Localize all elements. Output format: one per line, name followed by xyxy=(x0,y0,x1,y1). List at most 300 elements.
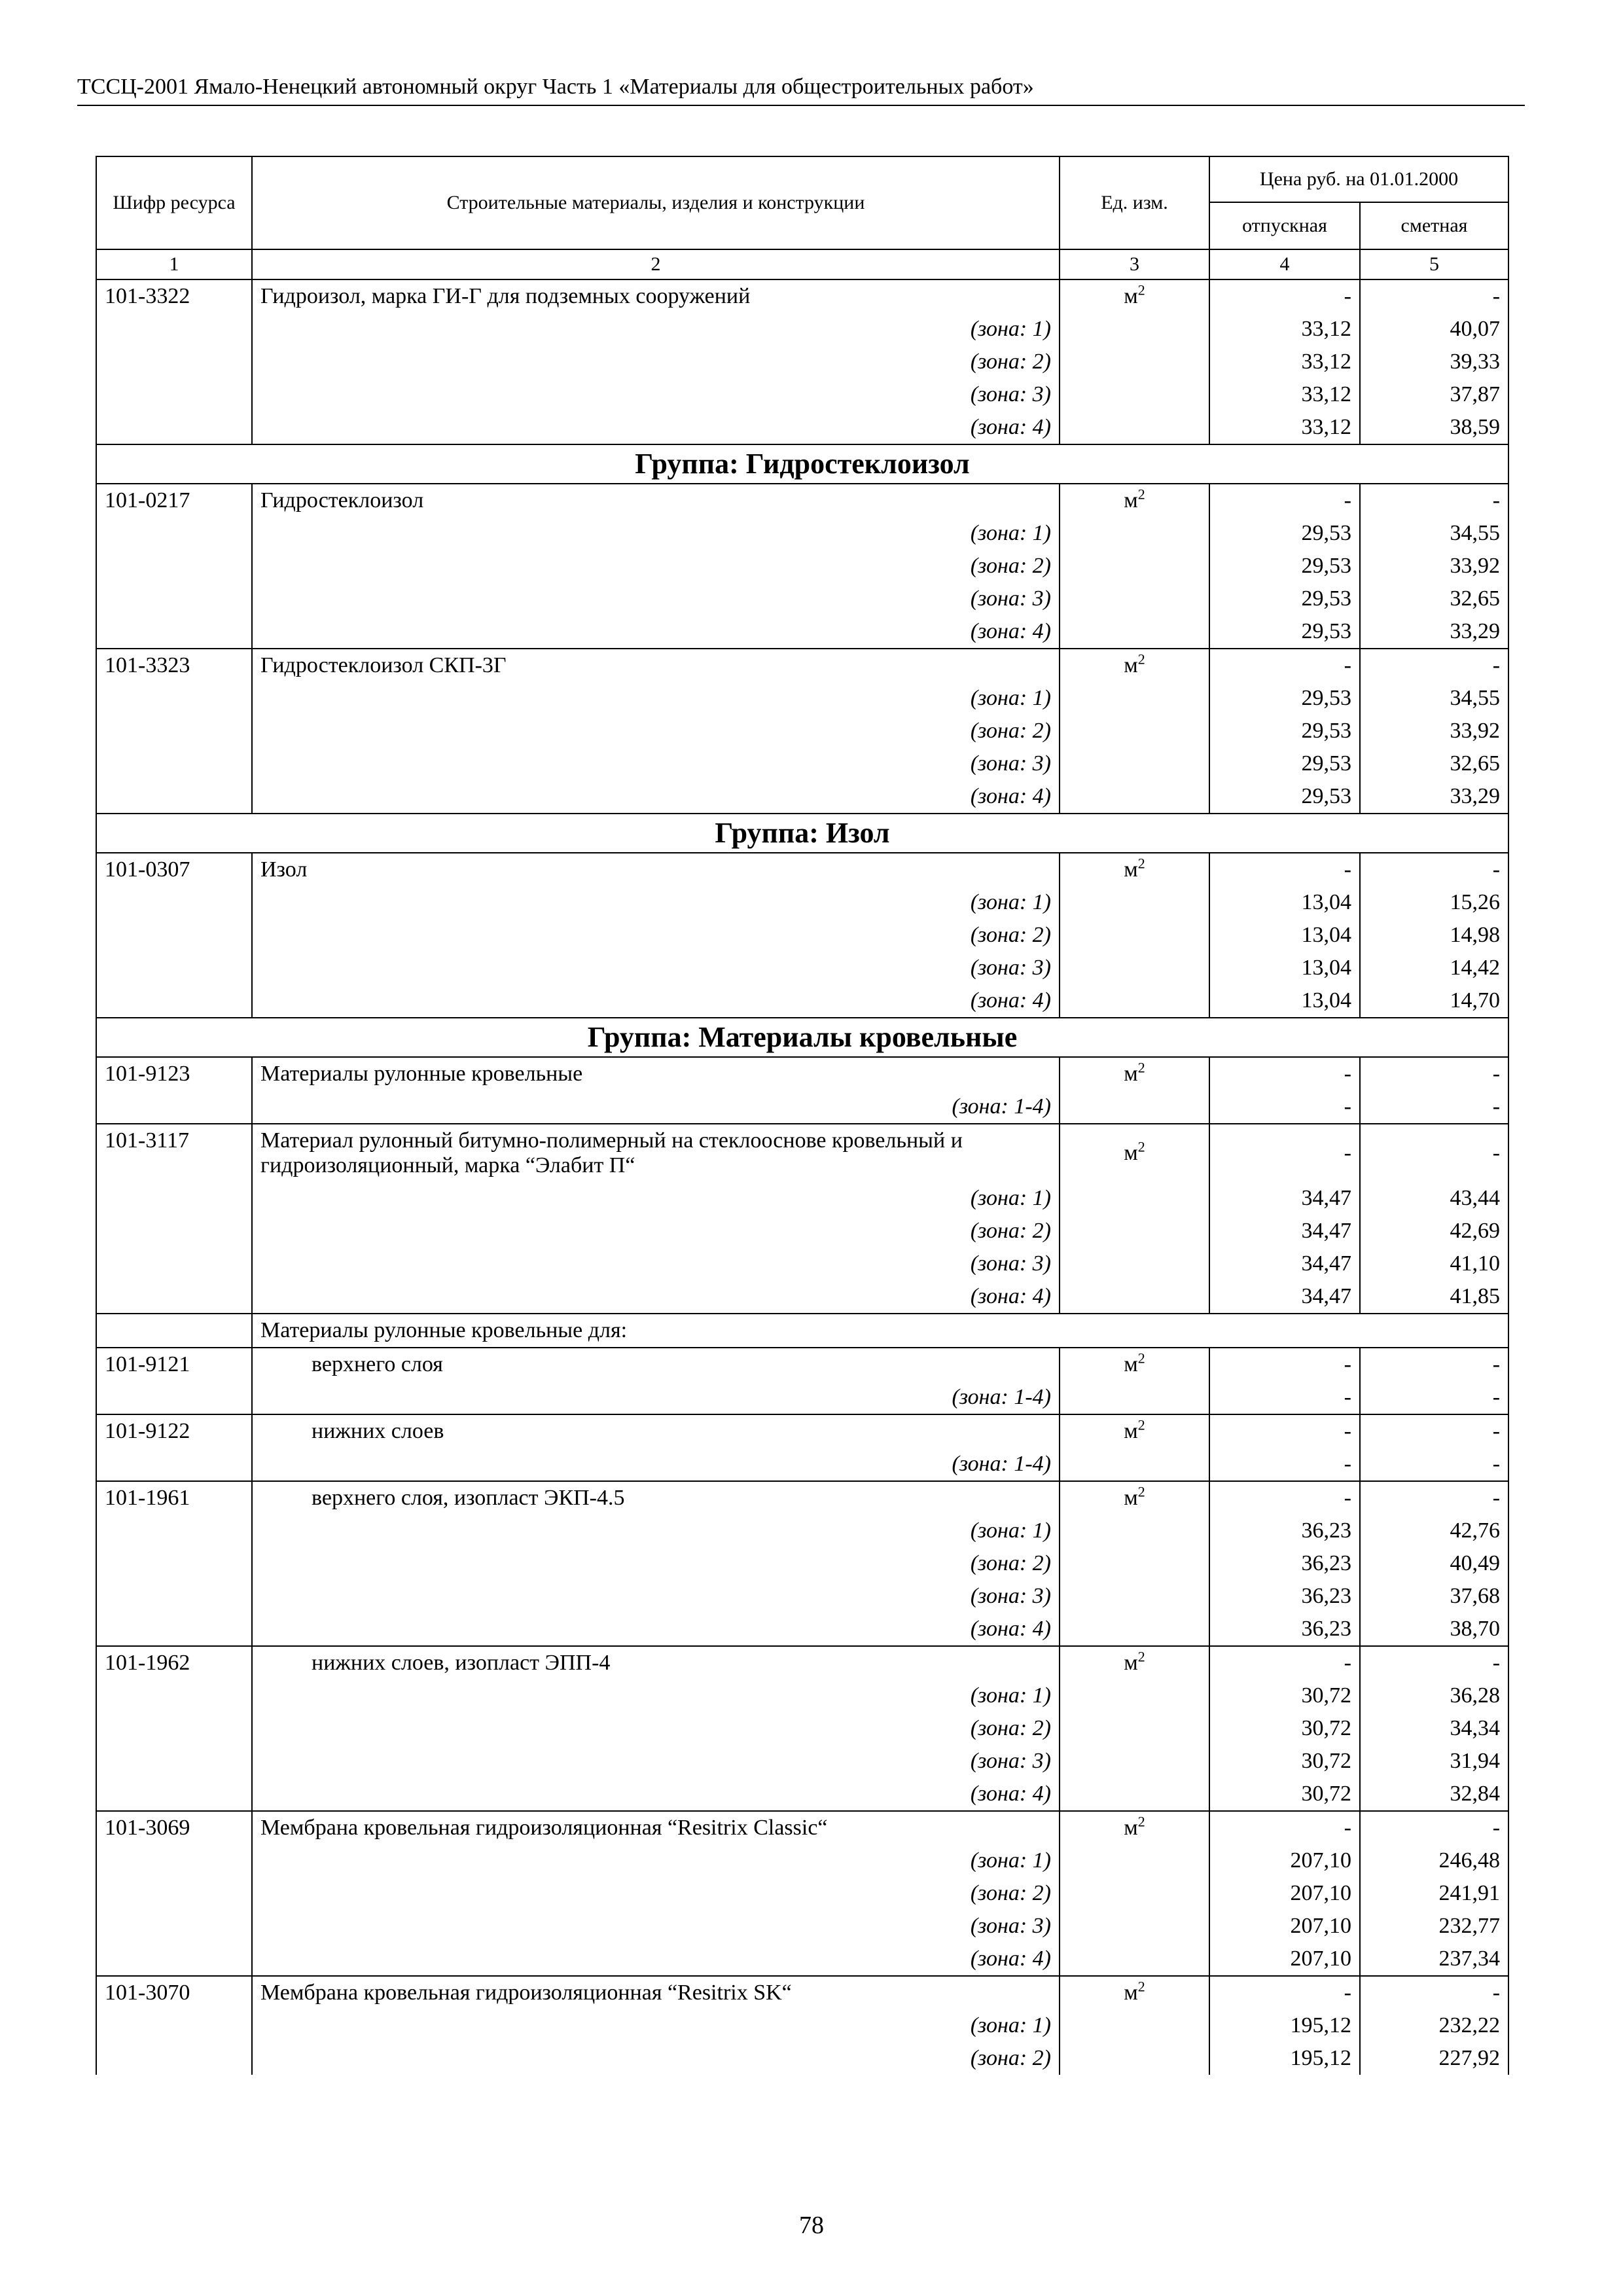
unit-exponent: 2 xyxy=(1137,855,1145,872)
estimate-price: 36,28 xyxy=(1360,1679,1508,1712)
header-price: Цена руб. на 01.01.2000 xyxy=(1209,156,1508,202)
code-cell xyxy=(96,1515,252,1547)
code-cell xyxy=(96,2009,252,2042)
code-cell xyxy=(96,886,252,919)
estimate-price: 37,68 xyxy=(1360,1580,1508,1613)
zone-row xyxy=(96,952,1508,984)
release-price: 30,72 xyxy=(1209,1679,1360,1712)
zone-label: (зона: 4) xyxy=(252,1280,1060,1314)
code-cell xyxy=(96,1090,252,1124)
unit-cell xyxy=(1060,1745,1209,1778)
code-cell xyxy=(96,615,252,649)
unit-cell xyxy=(1060,853,1209,886)
code-cell xyxy=(96,1745,252,1778)
estimate-price: 34,55 xyxy=(1360,682,1508,715)
code-cell xyxy=(96,550,252,583)
unit-cell xyxy=(1060,1811,1209,1844)
zone-row xyxy=(96,615,1508,649)
code-cell xyxy=(96,1381,252,1414)
unit-cell xyxy=(1060,1448,1209,1481)
code-cell xyxy=(96,1679,252,1712)
estimate-price: - xyxy=(1360,1348,1508,1381)
unit-cell xyxy=(1060,1381,1209,1414)
zone-label: (зона: 2) xyxy=(252,1547,1060,1580)
release-price: 29,53 xyxy=(1209,550,1360,583)
unit-cell xyxy=(1060,984,1209,1018)
estimate-price: 33,92 xyxy=(1360,715,1508,747)
zone-label: (зона: 3) xyxy=(252,1580,1060,1613)
unit-cell xyxy=(1060,279,1209,313)
table-row xyxy=(96,484,1508,517)
table-row xyxy=(96,279,1508,313)
resource-code: 101-3322 xyxy=(96,279,252,313)
estimate-price: 32,84 xyxy=(1360,1778,1508,1811)
zone-row xyxy=(96,1448,1508,1481)
zone-label: (зона: 3) xyxy=(252,378,1060,411)
zone-label: (зона: 2) xyxy=(252,1712,1060,1745)
estimate-price: - xyxy=(1360,1090,1508,1124)
release-price: 13,04 xyxy=(1209,952,1360,984)
unit-cell xyxy=(1060,1613,1209,1646)
zone-label: (зона: 3) xyxy=(252,1910,1060,1943)
zone-row xyxy=(96,1580,1508,1613)
resource-code: 101-0307 xyxy=(96,853,252,886)
release-price: - xyxy=(1209,279,1360,313)
release-price: 29,53 xyxy=(1209,682,1360,715)
zone-label: (зона: 1-4) xyxy=(252,1381,1060,1414)
unit-cell xyxy=(1060,1943,1209,1976)
estimate-price: 34,34 xyxy=(1360,1712,1508,1745)
unit-cell xyxy=(1060,378,1209,411)
material-name: Материалы рулонные кровельные xyxy=(252,1057,1060,1090)
zone-row xyxy=(96,346,1508,378)
unit-cell xyxy=(1060,313,1209,346)
material-name: верхнего слоя, изопласт ЭКП-4.5 xyxy=(252,1481,1060,1515)
zone-row xyxy=(96,313,1508,346)
unit-cell xyxy=(1060,780,1209,814)
header-release: отпускная xyxy=(1209,202,1360,249)
zone-row xyxy=(96,1844,1508,1877)
estimate-price: 31,94 xyxy=(1360,1745,1508,1778)
release-price: - xyxy=(1209,484,1360,517)
release-price: 29,53 xyxy=(1209,517,1360,550)
unit-cell xyxy=(1060,1090,1209,1124)
estimate-price: 42,76 xyxy=(1360,1515,1508,1547)
unit-cell xyxy=(1060,1844,1209,1877)
header-name: Строительные материалы, изделия и конструкции xyxy=(252,156,1060,249)
resource-code: 101-9122 xyxy=(96,1414,252,1448)
estimate-price: 32,65 xyxy=(1360,583,1508,615)
code-cell xyxy=(96,1910,252,1943)
material-name: верхнего слоя xyxy=(252,1348,1060,1381)
release-price: 30,72 xyxy=(1209,1745,1360,1778)
release-price: 34,47 xyxy=(1209,1215,1360,1247)
release-price: - xyxy=(1209,1481,1360,1515)
release-price: - xyxy=(1209,1381,1360,1414)
code-cell xyxy=(96,715,252,747)
page-header: ТССЦ-2001 Ямало-Ненецкий автономный округ Часть 1 «Материалы для общестроительных работ» xyxy=(77,73,1525,106)
zone-label: (зона: 1) xyxy=(252,1679,1060,1712)
estimate-price: 42,69 xyxy=(1360,1215,1508,1247)
release-price: 33,12 xyxy=(1209,411,1360,444)
col-number: 4 xyxy=(1209,249,1360,279)
unit-exponent: 2 xyxy=(1137,1059,1145,1076)
zone-row xyxy=(96,1381,1508,1414)
estimate-price: - xyxy=(1360,1124,1508,1182)
zone-label: (зона: 4) xyxy=(252,1943,1060,1976)
unit-cell xyxy=(1060,682,1209,715)
code-cell xyxy=(96,682,252,715)
group-row xyxy=(96,1018,1508,1057)
release-price: 195,12 xyxy=(1209,2042,1360,2075)
zone-row xyxy=(96,1090,1508,1124)
unit-value: м xyxy=(1124,1816,1138,1840)
unit-cell xyxy=(1060,2042,1209,2075)
material-name: Мембрана кровельная гидроизоляционная “Resitrix SK“ xyxy=(252,1976,1060,2009)
table-row xyxy=(96,1976,1508,2009)
release-price: 30,72 xyxy=(1209,1778,1360,1811)
unit-cell xyxy=(1060,1679,1209,1712)
zone-row xyxy=(96,550,1508,583)
zone-row xyxy=(96,1547,1508,1580)
zone-row xyxy=(96,886,1508,919)
release-price: 34,47 xyxy=(1209,1247,1360,1280)
unit-exponent: 2 xyxy=(1137,1416,1145,1433)
unit-cell xyxy=(1060,1515,1209,1547)
zone-label: (зона: 1) xyxy=(252,313,1060,346)
zone-row xyxy=(96,378,1508,411)
table-row xyxy=(96,853,1508,886)
release-price: - xyxy=(1209,1414,1360,1448)
estimate-price: - xyxy=(1360,1414,1508,1448)
estimate-price: 38,70 xyxy=(1360,1613,1508,1646)
unit-cell xyxy=(1060,1547,1209,1580)
zone-label: (зона: 1) xyxy=(252,886,1060,919)
unit-cell xyxy=(1060,1057,1209,1090)
zone-label: (зона: 3) xyxy=(252,1247,1060,1280)
zone-label: (зона: 2) xyxy=(252,1215,1060,1247)
unit-cell xyxy=(1060,649,1209,682)
resource-code: 101-9121 xyxy=(96,1348,252,1381)
code-cell xyxy=(96,1778,252,1811)
release-price: - xyxy=(1209,649,1360,682)
material-name: Гидростеклоизол СКП-3Г xyxy=(252,649,1060,682)
unit-cell xyxy=(1060,919,1209,952)
estimate-price: - xyxy=(1360,1448,1508,1481)
zone-row xyxy=(96,2009,1508,2042)
zone-row xyxy=(96,1943,1508,1976)
resource-code: 101-1962 xyxy=(96,1646,252,1679)
unit-value: м xyxy=(1124,284,1138,308)
col-number: 1 xyxy=(96,249,252,279)
material-name: Гидростеклоизол xyxy=(252,484,1060,517)
code-cell xyxy=(96,1712,252,1745)
material-name: Мембрана кровельная гидроизоляционная “Resitrix Classic“ xyxy=(252,1811,1060,1844)
estimate-price: - xyxy=(1360,279,1508,313)
code-cell xyxy=(96,1182,252,1215)
release-price: 207,10 xyxy=(1209,1877,1360,1910)
zone-row xyxy=(96,1712,1508,1745)
code-cell xyxy=(96,517,252,550)
code-cell xyxy=(96,1448,252,1481)
zone-row xyxy=(96,715,1508,747)
release-price: 29,53 xyxy=(1209,583,1360,615)
code-cell xyxy=(96,313,252,346)
release-price: 29,53 xyxy=(1209,780,1360,814)
unit-exponent: 2 xyxy=(1137,1813,1145,1830)
unit-cell xyxy=(1060,1910,1209,1943)
release-price: 13,04 xyxy=(1209,886,1360,919)
estimate-price: 34,55 xyxy=(1360,517,1508,550)
estimate-price: 232,77 xyxy=(1360,1910,1508,1943)
release-price: - xyxy=(1209,1811,1360,1844)
subheading-row xyxy=(96,1314,1508,1348)
estimate-price: 232,22 xyxy=(1360,2009,1508,2042)
unit-value: м xyxy=(1124,1651,1138,1675)
unit-exponent: 2 xyxy=(1137,1648,1145,1665)
table-row xyxy=(96,1124,1508,1182)
zone-row xyxy=(96,1215,1508,1247)
release-price: 34,47 xyxy=(1209,1182,1360,1215)
release-price: 207,10 xyxy=(1209,1844,1360,1877)
zone-row xyxy=(96,1910,1508,1943)
unit-cell xyxy=(1060,1280,1209,1314)
zone-row xyxy=(96,1182,1508,1215)
zone-row xyxy=(96,583,1508,615)
estimate-price: - xyxy=(1360,484,1508,517)
zone-row xyxy=(96,1778,1508,1811)
code-cell xyxy=(96,1844,252,1877)
estimate-price: 33,92 xyxy=(1360,550,1508,583)
zone-label: (зона: 3) xyxy=(252,583,1060,615)
zone-row xyxy=(96,682,1508,715)
unit-value: м xyxy=(1124,488,1138,512)
material-name: Гидроизол, марка ГИ-Г для подземных сооружений xyxy=(252,279,1060,313)
code-cell xyxy=(96,1943,252,1976)
zone-row xyxy=(96,1247,1508,1280)
estimate-price: 32,65 xyxy=(1360,747,1508,780)
estimate-price: 237,34 xyxy=(1360,1943,1508,1976)
zone-label: (зона: 4) xyxy=(252,984,1060,1018)
zone-row xyxy=(96,1280,1508,1314)
zone-label: (зона: 1-4) xyxy=(252,1448,1060,1481)
header-unit: Ед. изм. xyxy=(1060,156,1209,249)
zone-label: (зона: 4) xyxy=(252,411,1060,444)
estimate-price: 14,42 xyxy=(1360,952,1508,984)
col-number: 2 xyxy=(252,249,1060,279)
zone-row xyxy=(96,919,1508,952)
unit-value: м xyxy=(1124,1981,1138,2005)
code-cell xyxy=(96,780,252,814)
estimate-price: 241,91 xyxy=(1360,1877,1508,1910)
release-price: - xyxy=(1209,1646,1360,1679)
unit-cell xyxy=(1060,346,1209,378)
estimate-price: 40,49 xyxy=(1360,1547,1508,1580)
zone-label: (зона: 4) xyxy=(252,780,1060,814)
unit-cell xyxy=(1060,1414,1209,1448)
resource-code: 101-3323 xyxy=(96,649,252,682)
zone-label: (зона: 2) xyxy=(252,2042,1060,2075)
release-price: 30,72 xyxy=(1209,1712,1360,1745)
zone-row xyxy=(96,517,1508,550)
zone-row xyxy=(96,1613,1508,1646)
unit-cell xyxy=(1060,1481,1209,1515)
code-cell xyxy=(96,1247,252,1280)
unit-exponent: 2 xyxy=(1137,1978,1145,1995)
release-price: 207,10 xyxy=(1209,1943,1360,1976)
material-name: нижних слоев, изопласт ЭПП-4 xyxy=(252,1646,1060,1679)
page-number: 78 xyxy=(799,2212,824,2239)
release-price: 29,53 xyxy=(1209,715,1360,747)
subheading-text: Материалы рулонные кровельные для: xyxy=(252,1314,1508,1348)
material-name: Изол xyxy=(252,853,1060,886)
unit-cell xyxy=(1060,747,1209,780)
zone-row xyxy=(96,2042,1508,2075)
release-price: - xyxy=(1209,1090,1360,1124)
release-price: 34,47 xyxy=(1209,1280,1360,1314)
unit-value: м xyxy=(1124,1419,1138,1443)
code-cell xyxy=(96,1314,252,1348)
price-table xyxy=(96,156,1509,2075)
material-name: Материал рулонный битумно-полимерный на стеклооснове кровельный и гидроизоляционный, марка “Элабит П“ xyxy=(252,1124,1060,1182)
code-cell xyxy=(96,984,252,1018)
release-price: - xyxy=(1209,1057,1360,1090)
release-price: 33,12 xyxy=(1209,346,1360,378)
estimate-price: 39,33 xyxy=(1360,346,1508,378)
zone-label: (зона: 1) xyxy=(252,1844,1060,1877)
release-price: 33,12 xyxy=(1209,313,1360,346)
resource-code: 101-0217 xyxy=(96,484,252,517)
release-price: - xyxy=(1209,1348,1360,1381)
zone-row xyxy=(96,1515,1508,1547)
resource-code: 101-3117 xyxy=(96,1124,252,1182)
unit-value: м xyxy=(1124,1062,1138,1086)
release-price: 29,53 xyxy=(1209,615,1360,649)
zone-label: (зона: 2) xyxy=(252,1877,1060,1910)
resource-code: 101-9123 xyxy=(96,1057,252,1090)
zone-label: (зона: 3) xyxy=(252,747,1060,780)
code-cell xyxy=(96,1877,252,1910)
zone-label: (зона: 2) xyxy=(252,550,1060,583)
release-price: 36,23 xyxy=(1209,1580,1360,1613)
estimate-price: - xyxy=(1360,1646,1508,1679)
zone-label: (зона: 1) xyxy=(252,682,1060,715)
estimate-price: 40,07 xyxy=(1360,313,1508,346)
group-title: Группа: Гидростеклоизол xyxy=(96,444,1508,484)
unit-cell xyxy=(1060,1580,1209,1613)
code-cell xyxy=(96,411,252,444)
zone-label: (зона: 4) xyxy=(252,1778,1060,1811)
resource-code: 101-3069 xyxy=(96,1811,252,1844)
estimate-price: 14,70 xyxy=(1360,984,1508,1018)
release-price: 36,23 xyxy=(1209,1547,1360,1580)
estimate-price: 15,26 xyxy=(1360,886,1508,919)
unit-exponent: 2 xyxy=(1137,281,1145,298)
zone-label: (зона: 1) xyxy=(252,1182,1060,1215)
unit-cell xyxy=(1060,1778,1209,1811)
zone-label: (зона: 1-4) xyxy=(252,1090,1060,1124)
code-cell xyxy=(96,1215,252,1247)
estimate-price: - xyxy=(1360,649,1508,682)
zone-row xyxy=(96,780,1508,814)
estimate-price: - xyxy=(1360,1976,1508,2009)
table-row xyxy=(96,1348,1508,1381)
release-price: - xyxy=(1209,1448,1360,1481)
header-code: Шифр ресурса xyxy=(96,156,252,249)
release-price: 195,12 xyxy=(1209,2009,1360,2042)
table-row xyxy=(96,1481,1508,1515)
unit-exponent: 2 xyxy=(1137,1483,1145,1500)
unit-cell xyxy=(1060,1976,1209,2009)
table-body xyxy=(96,279,1508,2075)
code-cell xyxy=(96,583,252,615)
estimate-price: 43,44 xyxy=(1360,1182,1508,1215)
group-row xyxy=(96,814,1508,853)
unit-cell xyxy=(1060,411,1209,444)
release-price: 13,04 xyxy=(1209,984,1360,1018)
unit-cell xyxy=(1060,517,1209,550)
estimate-price: 41,10 xyxy=(1360,1247,1508,1280)
unit-cell xyxy=(1060,615,1209,649)
zone-label: (зона: 1) xyxy=(252,1515,1060,1547)
zone-row xyxy=(96,411,1508,444)
unit-value: м xyxy=(1124,857,1138,882)
zone-label: (зона: 1) xyxy=(252,2009,1060,2042)
unit-cell xyxy=(1060,1348,1209,1381)
col-number: 5 xyxy=(1360,249,1508,279)
release-price: 29,53 xyxy=(1209,747,1360,780)
unit-cell xyxy=(1060,484,1209,517)
unit-value: м xyxy=(1124,1141,1138,1165)
zone-label: (зона: 2) xyxy=(252,919,1060,952)
unit-cell xyxy=(1060,1215,1209,1247)
unit-cell xyxy=(1060,1182,1209,1215)
resource-code: 101-1961 xyxy=(96,1481,252,1515)
zone-label: (зона: 4) xyxy=(252,1613,1060,1646)
unit-cell xyxy=(1060,715,1209,747)
zone-label: (зона: 2) xyxy=(252,346,1060,378)
code-cell xyxy=(96,378,252,411)
zone-label: (зона: 4) xyxy=(252,615,1060,649)
estimate-price: - xyxy=(1360,1811,1508,1844)
estimate-price: 33,29 xyxy=(1360,780,1508,814)
unit-cell xyxy=(1060,1247,1209,1280)
estimate-price: - xyxy=(1360,1057,1508,1090)
unit-exponent: 2 xyxy=(1137,1138,1145,1155)
estimate-price: 14,98 xyxy=(1360,919,1508,952)
unit-cell xyxy=(1060,1712,1209,1745)
estimate-price: 246,48 xyxy=(1360,1844,1508,1877)
col-number: 3 xyxy=(1060,249,1209,279)
zone-label: (зона: 3) xyxy=(252,952,1060,984)
group-title: Группа: Изол xyxy=(96,814,1508,853)
unit-cell xyxy=(1060,1877,1209,1910)
unit-cell xyxy=(1060,1124,1209,1182)
estimate-price: 38,59 xyxy=(1360,411,1508,444)
zone-row xyxy=(96,1877,1508,1910)
estimate-price: 227,92 xyxy=(1360,2042,1508,2075)
unit-exponent: 2 xyxy=(1137,1350,1145,1367)
unit-cell xyxy=(1060,952,1209,984)
zone-label: (зона: 2) xyxy=(252,715,1060,747)
code-cell xyxy=(96,952,252,984)
estimate-price: 37,87 xyxy=(1360,378,1508,411)
release-price: 36,23 xyxy=(1209,1515,1360,1547)
zone-label: (зона: 1) xyxy=(252,517,1060,550)
resource-code: 101-3070 xyxy=(96,1976,252,2009)
table-row xyxy=(96,649,1508,682)
zone-row xyxy=(96,984,1508,1018)
